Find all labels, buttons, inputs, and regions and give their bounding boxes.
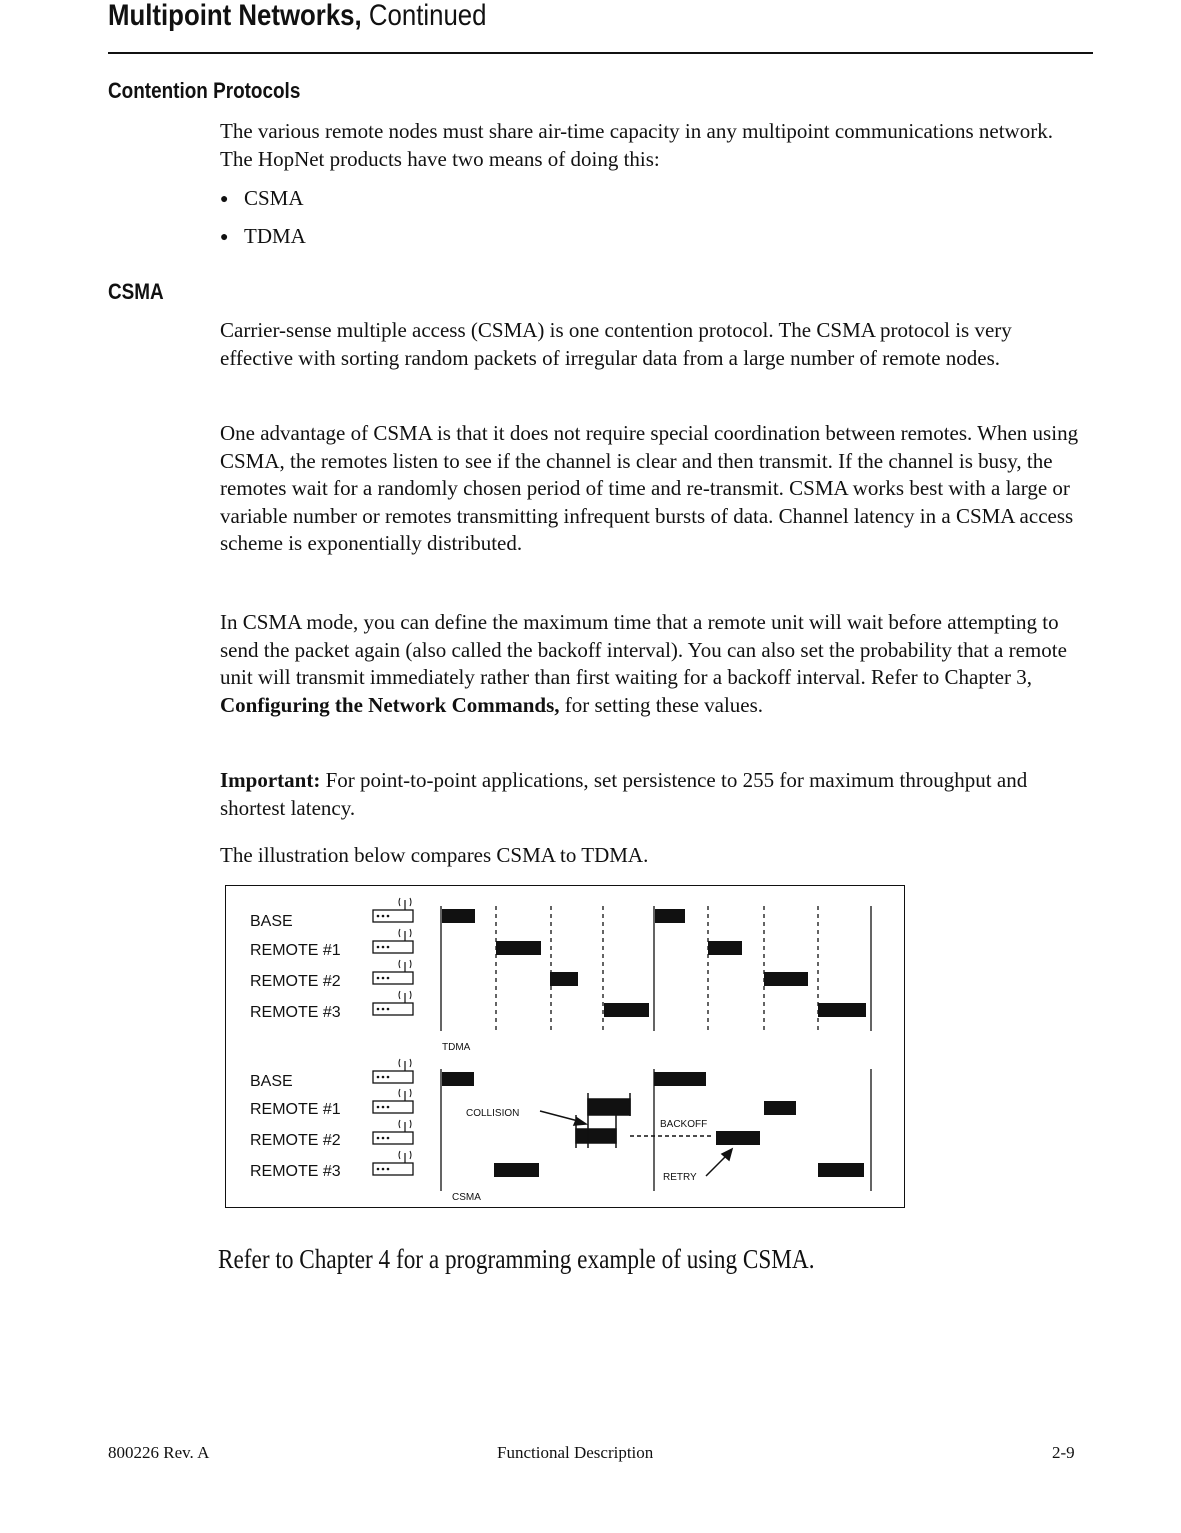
tdma-row-label: BASE xyxy=(250,913,293,930)
csma-packet xyxy=(442,1072,474,1086)
tdma-caption: TDMA xyxy=(442,1042,471,1053)
contention-intro xyxy=(220,118,1090,173)
csma-p3-text-b: for setting these values. xyxy=(559,692,764,717)
header-rule xyxy=(108,52,1093,54)
collision-label: COLLISION xyxy=(466,1108,520,1119)
radio-icon xyxy=(373,1120,413,1144)
radio-icon xyxy=(373,960,413,984)
bullet-icon: ● xyxy=(220,192,229,207)
bullet-icon: ● xyxy=(220,230,229,245)
bullet-csma-label: CSMA xyxy=(244,186,304,210)
footer-section: Functional Description xyxy=(497,1443,654,1462)
bullet-csma xyxy=(220,185,304,213)
collision-packet xyxy=(588,1099,630,1115)
heading-csma: CSMA xyxy=(108,279,164,304)
important-label: Important: xyxy=(220,768,321,792)
timing-diagram xyxy=(226,886,906,1209)
tdma-slot xyxy=(708,941,742,955)
csma-p5-text: The illustration below compares CSMA to TDMA. xyxy=(220,843,649,867)
radio-icon xyxy=(373,929,413,953)
csma-row-label: REMOTE #1 xyxy=(250,1101,341,1118)
csma-caption: CSMA xyxy=(452,1192,481,1203)
csma-packet xyxy=(654,1072,706,1086)
page-title xyxy=(108,0,486,34)
csma-paragraph-1 xyxy=(220,317,1090,372)
tdma-slot xyxy=(818,1003,866,1017)
collision-packet xyxy=(576,1129,616,1143)
bullet-tdma-label: TDMA xyxy=(244,224,306,248)
radio-icon xyxy=(373,991,413,1015)
csma-packets xyxy=(442,1072,864,1177)
radio-icon xyxy=(373,898,413,922)
closing-reference: Refer to Chapter 4 for a programming example of using CSMA. xyxy=(218,1244,815,1274)
tdma-slot xyxy=(764,972,808,986)
tdma-slot xyxy=(442,909,475,923)
csma-packet xyxy=(764,1101,796,1115)
csma-row-label: REMOTE #3 xyxy=(250,1163,341,1180)
contention-intro-text: The various remote nodes must share air-time capacity in any multipoint communications network. The HopNet products have two means of doing this: xyxy=(220,119,1053,171)
radio-icon xyxy=(373,1059,413,1083)
csma-packet xyxy=(716,1131,760,1145)
title-rest: Continued xyxy=(361,0,487,32)
footer-doc-number: 800226 Rev. A xyxy=(108,1443,210,1462)
chapter-reference: Configuring the Network Commands, xyxy=(220,692,560,717)
csma-packet xyxy=(494,1163,539,1177)
radio-icon xyxy=(373,1151,413,1175)
csma-p2-text: One advantage of CSMA is that it does not require special coordination between remotes. When using CSMA, the remotes listen to see if the channel is clear and then transmit. If the channel is busy, the remotes wait for a randomly chosen period of time and re-transmit. CSMA works best with a large or variable number or remotes transmitting infrequent bursts of data. Channel latency in a CSMA access scheme is exponentially distributed. xyxy=(220,421,1079,555)
important-text: For point-to-point applications, set persistence to 255 for maximum throughput and shortest latency. xyxy=(220,768,1028,820)
tdma-row-label: REMOTE #3 xyxy=(250,1004,341,1021)
tdma-row-label: REMOTE #2 xyxy=(250,973,341,990)
csma-p1-text: Carrier-sense multiple access (CSMA) is one contention protocol. The CSMA protocol is very effective with sorting random packets of irregular data from a large number of remote nodes. xyxy=(220,318,1012,370)
csma-p3-text-a: In CSMA mode, you can define the maximum time that a remote unit will wait before attempting to send the packet again (also called the backoff interval). You can also set the probability that a remote unit will transmit immediately rather than first waiting for a backoff interval. Refer to Chapter 3, xyxy=(220,610,1067,689)
csma-packet xyxy=(818,1163,864,1177)
tdma-slot xyxy=(604,1003,649,1017)
radio-icon xyxy=(373,1089,413,1113)
title-bold: Multipoint Networks, xyxy=(108,0,362,32)
important-note xyxy=(220,767,1090,822)
csma-paragraph-3 xyxy=(220,609,1090,719)
csma-tdma-figure xyxy=(225,885,905,1208)
tdma-row-label: REMOTE #1 xyxy=(250,942,341,959)
csma-paragraph-5 xyxy=(220,842,1090,870)
backoff-label: BACKOFF xyxy=(660,1119,708,1130)
csma-row-label: BASE xyxy=(250,1073,293,1090)
heading-contention-protocols: Contention Protocols xyxy=(108,78,301,103)
retry-label: RETRY xyxy=(663,1172,697,1183)
csma-row-label: REMOTE #2 xyxy=(250,1132,341,1149)
tdma-slot xyxy=(496,941,541,955)
tdma-slot xyxy=(655,909,685,923)
tdma-slot xyxy=(550,972,578,986)
bullet-tdma xyxy=(220,223,306,251)
footer-page-number: 2-9 xyxy=(1052,1443,1075,1462)
tdma-timeline xyxy=(441,906,871,1031)
csma-paragraph-2 xyxy=(220,420,1090,558)
